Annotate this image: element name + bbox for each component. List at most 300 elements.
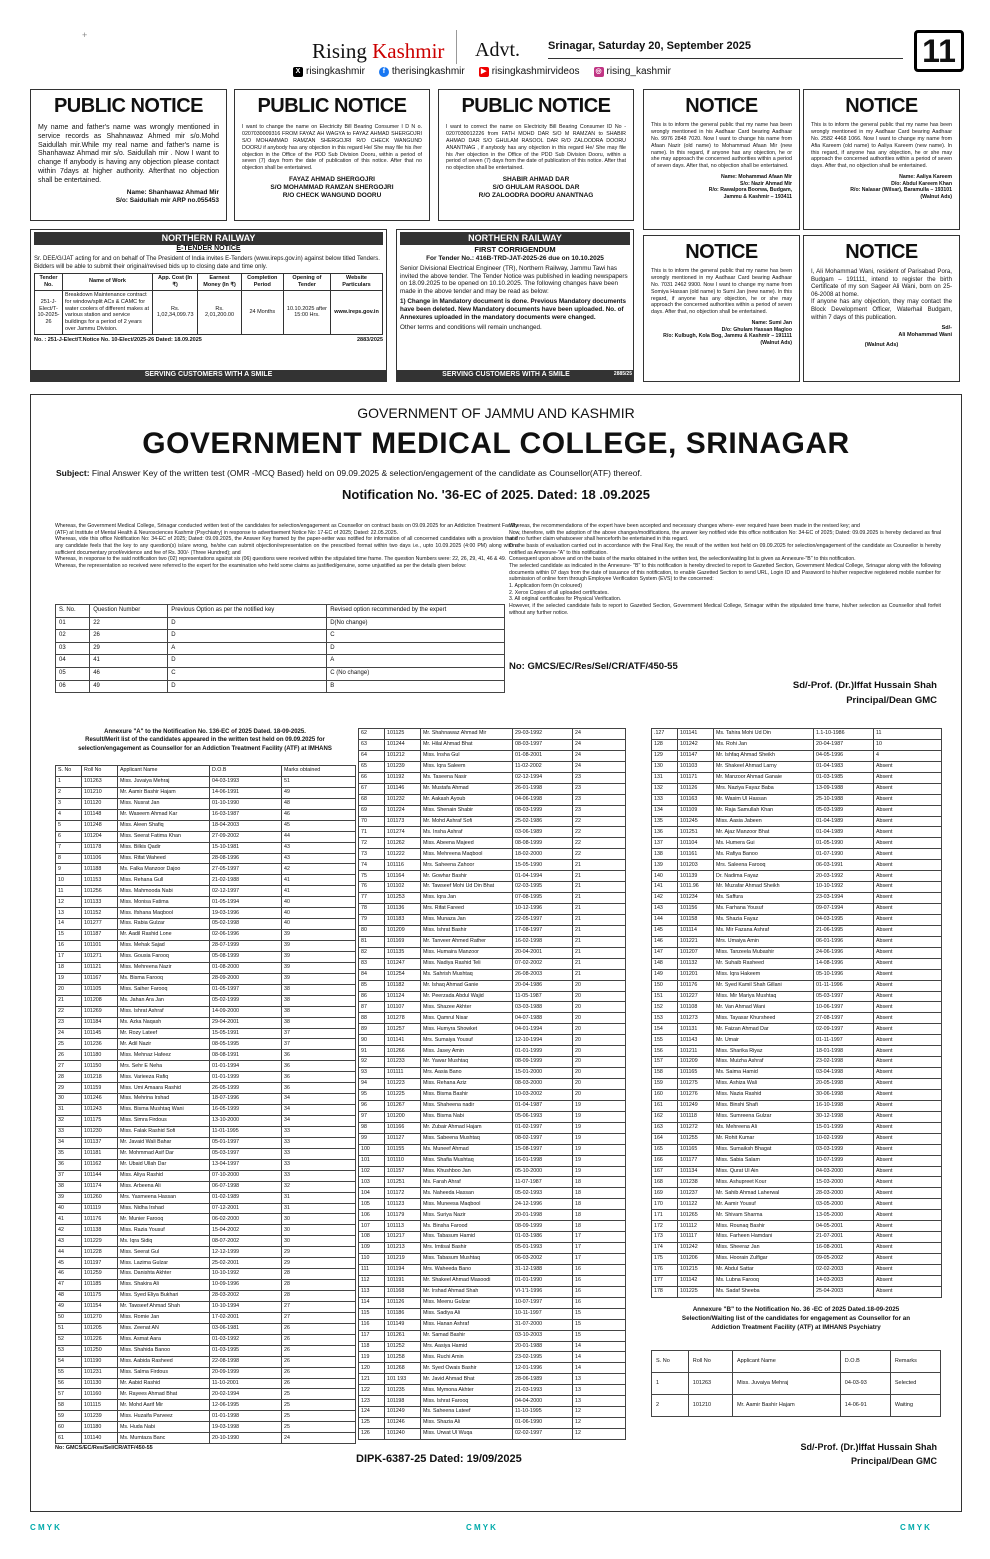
table-cell: 101177 — [678, 1155, 714, 1166]
table-cell: Breakdown Maintenance contract for window/split ACs & CAMC for water coolers of different makes at various station and service buildings for a period of 2 years over Jammu Division. — [63, 290, 153, 334]
table-cell: 5 — [56, 820, 82, 831]
table-cell: 142 — [652, 893, 678, 904]
table-cell: Mr. Shakeel Ahmad Masoodi — [421, 1275, 513, 1286]
table-cell: Absent — [874, 980, 942, 991]
table-cell: 101263 — [82, 776, 118, 787]
table-cell: Miss. Varieeza Rafiq — [118, 1072, 210, 1083]
table-cell: Miss. Shafia Mushtaq — [421, 1155, 513, 1166]
table-cell: 23 — [573, 794, 626, 805]
table-cell: 01-01-1998 — [210, 1411, 282, 1422]
table-cell: Miss. Mehreena Nazir — [118, 962, 210, 973]
table-cell: 137 — [652, 838, 678, 849]
column-header: Question Number — [90, 605, 168, 618]
table-cell: 10-10-1994 — [210, 1301, 282, 1312]
table-cell: Miss. Falak Rashid Sofi — [118, 1126, 210, 1137]
table-cell: 13 — [56, 908, 82, 919]
table-cell: 55 — [56, 1367, 82, 1378]
table-cell: 03-06-1981 — [210, 1323, 282, 1334]
table-cell: 46 — [56, 1269, 82, 1280]
table-cell: 49 — [90, 680, 168, 693]
table-cell: Miss. Meenu Gulzar — [421, 1297, 513, 1308]
table-row — [652, 1133, 942, 1144]
table-cell: 101233 — [385, 1057, 421, 1068]
table-cell: 32 — [56, 1116, 82, 1127]
table-cell: 101111 — [385, 1068, 421, 1079]
table-cell: Miss. Qurat Ul Ain — [714, 1166, 814, 1177]
table-cell: 30 — [282, 1236, 356, 1247]
table-cell: Mr. Ajaz Manzoor Bhat — [714, 827, 814, 838]
table-row — [359, 1352, 626, 1363]
public-notice-2 — [234, 89, 430, 221]
table-cell: Ms. Jahan Ara Jan — [118, 995, 210, 1006]
table-cell: 04-03-93 — [840, 1373, 890, 1395]
table-row — [359, 849, 626, 860]
table-cell: Ms. Farah Ahraf — [421, 1177, 513, 1188]
table-cell: 27-09-2002 — [210, 831, 282, 842]
table-row — [56, 973, 356, 984]
table-cell: 19 — [573, 1122, 626, 1133]
table-cell: 08-09-1999 — [513, 1221, 573, 1232]
table-cell: 16 — [573, 1264, 626, 1275]
selection-table — [651, 1350, 941, 1417]
railway-subtitle: E-TENDER NOTICE — [176, 245, 241, 253]
table-row — [652, 1243, 942, 1254]
table-cell: 12-06-1995 — [210, 1400, 282, 1411]
table-cell: 48 — [56, 1291, 82, 1302]
table-cell: 08-07-2002 — [210, 1236, 282, 1247]
column-header: Previous Option as per the notified key — [168, 605, 327, 618]
table-cell: 04-03-1995 — [814, 914, 874, 925]
table-row — [56, 1258, 356, 1269]
table-row — [359, 1330, 626, 1341]
table-cell: 148 — [652, 958, 678, 969]
table-cell: 101107 — [385, 1002, 421, 1013]
table-cell: 101273 — [678, 1013, 714, 1024]
table-cell: Miss. Shazee Akhter — [421, 1002, 513, 1013]
table-row — [652, 838, 942, 849]
table-cell: 23-02-1998 — [814, 1057, 874, 1068]
table-cell: 105 — [359, 1199, 385, 1210]
social-facebook[interactable]: f therisingkashmir — [379, 66, 465, 79]
table-cell: 101236 — [82, 1039, 118, 1050]
table-cell: 79 — [359, 914, 385, 925]
col-header: Name of Work — [63, 274, 153, 291]
table-cell: 101260 — [82, 1192, 118, 1203]
table-row — [652, 1100, 942, 1111]
table-cell: 23-03-1994 — [814, 893, 874, 904]
table-cell: 101187 — [82, 930, 118, 941]
railway-text: Other terms and conditions will remain unchanged. — [400, 323, 542, 331]
table-cell: 104 — [359, 1188, 385, 1199]
table-cell: Ms. Saima Hamid — [714, 1068, 814, 1079]
table-cell: 11-02-2002 — [513, 761, 573, 772]
table-cell: Mrs. Saheena Zahoor — [421, 860, 513, 871]
table-cell: 91 — [359, 1046, 385, 1057]
table-cell: Absent — [874, 1210, 942, 1221]
table-cell: Mr. Mohmmad Asif Dar — [118, 1148, 210, 1159]
table-cell: 38 — [282, 1017, 356, 1028]
table-cell: 19 — [56, 973, 82, 984]
table-cell: 101141 — [678, 729, 714, 740]
table-cell: 14-08-1996 — [814, 958, 874, 969]
table-row — [652, 980, 942, 991]
table-row — [359, 1122, 626, 1133]
column-header: Remarks — [890, 1351, 940, 1373]
table-row — [56, 842, 356, 853]
table-cell: 101160 — [82, 1389, 118, 1400]
table-row — [652, 1089, 942, 1100]
table-row — [56, 655, 505, 668]
table-cell: 101127 — [385, 1133, 421, 1144]
table-cell: 130 — [652, 761, 678, 772]
table-row — [56, 1345, 356, 1356]
notice-body: I want to correct the name on Electricity Bill Bearing Consumer ID No - 0207030012226 from FATH MOHD DAR S/O M RAMZAN to SHABIR AHMAD DAR S/O GHULAM RASOOL DAR R/O ZALOODRA DOORU ANANTNAG , if anybody has any objection in this regard He/ She may file his /her objection in the Office of the PDD Sub Division Dooru, within a period of seven (7) days from the date of publication of this notice. After that no objection shall be entertained. — [446, 124, 626, 172]
table-cell: 101155 — [385, 1144, 421, 1155]
reference-number: No: GMCS/EC/Res/Sel/CR/ATF/450-55 — [509, 661, 678, 672]
table-cell: 9 — [56, 864, 82, 875]
table-cell: 101200 — [385, 1111, 421, 1122]
table-cell: Miss. Juvaiya Mehraj — [732, 1373, 840, 1395]
table-cell: Miss. Mehreena Maqbool — [421, 849, 513, 860]
table-cell: 101106 — [82, 853, 118, 864]
table-cell: 101215 — [678, 1264, 714, 1275]
table-cell: 04-05-2001 — [814, 1221, 874, 1232]
table-row — [652, 860, 942, 871]
table-cell: Miss. Munaza Jan — [421, 914, 513, 925]
table-cell: 19 — [573, 1100, 626, 1111]
table-cell: Absent — [874, 1068, 942, 1079]
table-cell: 101109 — [678, 805, 714, 816]
table-cell: Miss. Tayasar Khursheed — [714, 1013, 814, 1024]
railway-point: 1) Change in Mandatory document is done. Previous Mandatory documents have been deleted. New Mandatory documents have been uploaded. No. of Annexures uploaded in the mandatory documents were changed. — [400, 298, 627, 321]
tender-table — [34, 273, 383, 335]
table-row — [359, 1166, 626, 1177]
table-row — [359, 969, 626, 980]
table-cell: 66 — [359, 772, 385, 783]
table-cell: 101180 — [82, 1422, 118, 1433]
table-cell: 101278 — [385, 1013, 421, 1024]
table-cell: Mrs. Waheeda Bano — [421, 1264, 513, 1275]
table-cell: Absent — [874, 1155, 942, 1166]
table-cell: Absent — [874, 1122, 942, 1133]
table-row — [56, 864, 356, 875]
table-cell: 36 — [282, 1061, 356, 1072]
table-cell: 101125 — [385, 729, 421, 740]
table-cell: 51 — [282, 776, 356, 787]
table-cell: Mr. Munier Farooq — [118, 1214, 210, 1225]
table-cell: 101269 — [82, 1006, 118, 1017]
table-cell: 07-02-2002 — [513, 958, 573, 969]
table-cell: 101159 — [82, 1083, 118, 1094]
table-cell: 21 — [573, 947, 626, 958]
table-cell: 18 — [573, 1199, 626, 1210]
table-cell: 101248 — [82, 820, 118, 831]
table-row — [56, 820, 356, 831]
preamble-right: Whereas, the recommendations of the expert have been accepted and necessary changes where- ever required have been made in the revised key; and Now, therefore, with the adoption of the above changes/modifications, the answer key notified vide this office notification No: 34-EC of 2025; Dated: 09.09.2025 is hereby declared as final and no further claim whatsoever shall henceforth be entertained in this regard. On the basis of evaluation carried out in accordance with the Final Key, the result of the written test held on 09.09.2025 for selection/engagement of the candidate as Counsellor is hereby notified as Annexure-"A" to this notification. Consequent upon above and on the basis of the marks obtained in the written test, the selection/waiting list is given as Annexure-"B" to this notification. The selected candidate as indicated in the Annexure- "B" to this notification is hereby directed to report to Gazetted Section, Government Medical College, Srinagar along with the following documents within 07 days from the date of issuance of this notification, to enable Gazetted Section to send URL, Login ID and Password to his/her respective registered mobile number for submission of online form through Employee Verification System (EVS) to the concerned: 1. Application form (in coloured) 2. Xerox Copies of all uploaded certificates. 3. All original certificates for Physical Verification. However, if the selected candidate fails to report to Gazetted Section, Government Medical College, Srinagar within the stipulated time frame, his/her selection as Counsellor shall forfeit without any further notice. — [509, 523, 941, 616]
table-cell: 176 — [652, 1264, 678, 1275]
table-row — [56, 1334, 356, 1345]
table-row — [359, 980, 626, 991]
table-cell: 27 — [282, 1301, 356, 1312]
table-row — [359, 860, 626, 871]
table-cell: 41 — [56, 1214, 82, 1225]
table-row — [56, 875, 356, 886]
table-cell: 101164 — [385, 871, 421, 882]
table-cell: 02-02-2003 — [814, 1264, 874, 1275]
table-cell: 102 — [359, 1166, 385, 1177]
table-cell: 20-04-1986 — [513, 980, 573, 991]
table-row — [359, 1199, 626, 1210]
table-cell: 01-10-1990 — [210, 798, 282, 809]
table-cell: 101277 — [82, 919, 118, 930]
youtube-icon: ▶ — [479, 67, 489, 77]
table-cell: Mr. Rayees Ahmad Bhat — [118, 1389, 210, 1400]
table-cell: 101247 — [385, 958, 421, 969]
table-cell: Absent — [874, 794, 942, 805]
table-cell: 101165 — [678, 1144, 714, 1155]
table-cell: Miss. Ruchi Amin — [421, 1352, 513, 1363]
table-cell: 120 — [359, 1363, 385, 1374]
social-youtube[interactable]: ▶ risingkashmirvideos — [479, 66, 580, 79]
table-cell: 21 — [573, 925, 626, 936]
table-cell: Ms. Muneef Ahmad — [421, 1144, 513, 1155]
table-cell: Miss. Rehana Aziz — [421, 1079, 513, 1090]
table-cell: 18-01-1998 — [814, 1046, 874, 1057]
table-row — [56, 1006, 356, 1017]
table-cell: 39 — [282, 962, 356, 973]
table-cell: 101263 — [688, 1373, 732, 1395]
table-cell: 78 — [359, 904, 385, 915]
table-cell: 77 — [359, 893, 385, 904]
table-row — [359, 1396, 626, 1407]
notice-body: This is to inform the general public that my name has been wrongly mentioned in his Aadhaar Card bearing Aadhaar No. 9976 2848 7020. Now I want to change his name from Afaan Nazir (old name) to Mohammad Afaan Mir (new name). In this regard, if anyone has any objection, he or she may approach the concerned authorities within a period of seven days. After that, no objection shall be entertained. — [651, 122, 792, 170]
table-cell: Miss. Nidha Irshad — [118, 1203, 210, 1214]
table-cell: 06-03-1991 — [814, 860, 874, 871]
table-cell: 101169 — [385, 936, 421, 947]
table-cell: Ms. Lubna Farooq — [714, 1275, 814, 1286]
table-cell: 05-02-1993 — [513, 1188, 573, 1199]
table-cell: 101147 — [678, 750, 714, 761]
table-row — [652, 827, 942, 838]
table-cell: 101226 — [82, 1334, 118, 1345]
table-cell: 101230 — [82, 1126, 118, 1137]
table-row — [359, 1286, 626, 1297]
table-cell: 65 — [359, 761, 385, 772]
table-cell: 101104 — [678, 838, 714, 849]
table-cell: Mr. Aadil Rashid Lone — [118, 930, 210, 941]
table-cell: 20-04-1987 — [814, 739, 874, 750]
table-cell: 101172 — [385, 1188, 421, 1199]
table-cell: 101256 — [82, 886, 118, 897]
table-cell: 101258 — [385, 1352, 421, 1363]
table-cell: 3 — [56, 798, 82, 809]
table-row — [56, 1236, 356, 1247]
railway-tender-notice — [30, 229, 387, 382]
table-row — [359, 794, 626, 805]
website-link[interactable]: www.ireps.gov.in — [331, 290, 383, 334]
table-cell: 75 — [359, 871, 385, 882]
table-cell: 101234 — [678, 893, 714, 904]
table-cell: 158 — [652, 1068, 678, 1079]
table-cell: 101183 — [385, 914, 421, 925]
table-cell: 18 — [573, 1177, 626, 1188]
railway-banner: NORTHERN RAILWAY — [34, 232, 383, 245]
table-cell: 101139 — [678, 871, 714, 882]
table-cell: Ms. Saffura — [714, 893, 814, 904]
table-cell: 116 — [359, 1319, 385, 1330]
table-row — [56, 908, 356, 919]
column-header: D.O.B — [840, 1351, 890, 1373]
table-cell: 23 — [573, 783, 626, 794]
table-cell: Miss. Mehrina Irshad — [118, 1094, 210, 1105]
table-cell: 05-08-1999 — [210, 951, 282, 962]
table-cell: 15-05-1991 — [210, 1028, 282, 1039]
table-cell: 101205 — [82, 1323, 118, 1334]
table-cell: 01-01-1990 — [513, 1275, 573, 1286]
table-cell: 101188 — [82, 864, 118, 875]
table-cell: 05-03-1989 — [814, 805, 874, 816]
table-cell: 01-04-1989 — [814, 816, 874, 827]
table-cell: Ms. Binsha Farood — [421, 1221, 513, 1232]
table-cell: 05-01-1993 — [513, 1243, 573, 1254]
table-cell: 101153 — [82, 875, 118, 886]
table-cell: 44 — [56, 1247, 82, 1258]
table-cell: 162 — [652, 1111, 678, 1122]
table-cell: 25 — [282, 1389, 356, 1400]
table-cell: 135 — [652, 816, 678, 827]
table-cell: 101116 — [385, 860, 421, 871]
table-row — [56, 853, 356, 864]
table-row — [359, 1177, 626, 1188]
table-cell: Absent — [874, 849, 942, 860]
table-cell: Miss. Suriya Nazir — [421, 1210, 513, 1221]
table-cell: 14 — [573, 1341, 626, 1352]
annexure-a-title: Annexure "A" to the Notification No. 136-EC of 2025 Dated. 18-09-2025. Result/Merit list of the candidates appeared in the written test held on 09.09.2025 for selection/engagement as Counsellor for an Addiction Treatment Facility (ATF) at IMHANS — [78, 729, 332, 752]
table-cell: Mrs. Imtisal Bashir — [421, 1243, 513, 1254]
table-cell: 156 — [652, 1046, 678, 1057]
table-cell: Mr. Tawseef Mohi Ud Din Bhat — [421, 882, 513, 893]
table-cell: 33 — [282, 1159, 356, 1170]
table-cell: 41 — [90, 655, 168, 668]
table-cell: Absent — [874, 904, 942, 915]
table-cell: 6 — [56, 831, 82, 842]
table-cell: Mr. Rohit Kumar — [714, 1133, 814, 1144]
table-cell: 04-03-2000 — [814, 1166, 874, 1177]
government-header: GOVERNMENT OF JAMMU AND KASHMIR — [357, 405, 635, 421]
table-cell: 25-04-2003 — [814, 1286, 874, 1297]
table-cell: 20-01-1988 — [513, 1341, 573, 1352]
table-cell: Absent — [874, 1024, 942, 1035]
table-cell: 100 — [359, 1144, 385, 1155]
table-cell: 131 — [652, 772, 678, 783]
table-row — [652, 958, 942, 969]
table-cell: 101253 — [385, 893, 421, 904]
table-cell: Absent — [874, 1089, 942, 1100]
table-cell: 14-06-91 — [840, 1395, 890, 1417]
table-cell: 101132 — [678, 958, 714, 969]
table-cell: Mr. Sahib Ahmad Laherwal — [714, 1188, 814, 1199]
table-cell: 101168 — [385, 1286, 421, 1297]
table-cell: Miss. Qamrul Nisar — [421, 1013, 513, 1024]
table-cell: 14 — [56, 919, 82, 930]
column-header: S. No. — [56, 605, 90, 618]
table-cell: Miss. Rounaq Bashir — [714, 1221, 814, 1232]
table-cell: Miss. Nazia Rashid — [714, 1089, 814, 1100]
table-row — [652, 1068, 942, 1079]
table-cell: 04-03-1993 — [210, 776, 282, 787]
table-cell: Miss. Ashupreet Kour — [714, 1177, 814, 1188]
table-cell: 06-01-1996 — [814, 936, 874, 947]
table-cell: 101261 — [385, 1330, 421, 1341]
table-cell: 101114 — [678, 925, 714, 936]
table-row — [652, 947, 942, 958]
table-cell: Mr. Shivam Sharma — [714, 1210, 814, 1221]
table-cell: 25-02-2001 — [210, 1258, 282, 1269]
table-cell: D — [168, 617, 327, 630]
table-cell: 101276 — [678, 1089, 714, 1100]
table-cell: 101210 — [82, 787, 118, 798]
table-cell: 23 — [573, 772, 626, 783]
table-cell: 17-08-1997 — [513, 925, 573, 936]
table-row — [359, 1297, 626, 1308]
table-cell: 20-03-1992 — [814, 871, 874, 882]
table-cell: 123 — [359, 1396, 385, 1407]
table-row — [56, 776, 356, 787]
table-cell: 129 — [652, 750, 678, 761]
table-cell: 114 — [359, 1297, 385, 1308]
table-cell: Mrs. Aasiya Hamid — [421, 1341, 513, 1352]
table-cell: Ms. Bisma Farooq — [118, 973, 210, 984]
table-cell: 31-12-1988 — [513, 1264, 573, 1275]
table-cell: Mr. Mohd Aarif Mir — [118, 1400, 210, 1411]
table-cell: 70 — [359, 816, 385, 827]
table-cell: 119 — [359, 1352, 385, 1363]
column-header: S. No — [652, 1351, 689, 1373]
table-cell: Mr. Yawar Mushtaq — [421, 1057, 513, 1068]
table-row — [56, 1378, 356, 1389]
railway-text: Senior Divisional Electrical Engineer (TR), Northern Railway, Jammu Tawi has invited the above tender. The Tender Notice was published in leading newspapers on 18.09.2025 to be opened on 10.10.2025. The following changes have been made in the above tender and may be read as below: — [400, 264, 628, 296]
table-cell: 19-03-1996 — [210, 908, 282, 919]
table-cell: Absent — [874, 761, 942, 772]
table-cell: 101221 — [678, 936, 714, 947]
social-instagram[interactable]: ◎ rising_kashmir — [595, 66, 671, 77]
table-cell: Absent — [874, 925, 942, 936]
table-cell: 36 — [282, 1050, 356, 1061]
social-x[interactable]: X risingkashmir — [293, 66, 365, 79]
table-row — [652, 871, 942, 882]
table-row — [359, 1374, 626, 1385]
table-cell: Miss. Binshi Shafi — [714, 1100, 814, 1111]
table-cell: 125 — [359, 1418, 385, 1429]
table-cell: 05-06-1993 — [513, 1111, 573, 1122]
table-cell: Mr. Abdul Sattar — [714, 1264, 814, 1275]
table-cell: 22 — [573, 849, 626, 860]
table-cell: Mr. Aakash Ayoub — [421, 794, 513, 805]
table-cell: 103 — [359, 1177, 385, 1188]
table-cell: 82 — [359, 947, 385, 958]
table-cell: 27 — [56, 1061, 82, 1072]
table-row — [56, 897, 356, 908]
table-cell: 101103 — [678, 761, 714, 772]
table-row — [652, 1221, 942, 1232]
table-cell: 39 — [282, 941, 356, 952]
social-links — [293, 66, 671, 79]
table-cell: 101186 — [385, 1308, 421, 1319]
table-cell: 98 — [359, 1122, 385, 1133]
college-name: GOVERNMENT MEDICAL COLLEGE, SRINAGAR — [142, 426, 850, 460]
public-notice-1 — [30, 89, 227, 221]
table-row — [56, 930, 356, 941]
